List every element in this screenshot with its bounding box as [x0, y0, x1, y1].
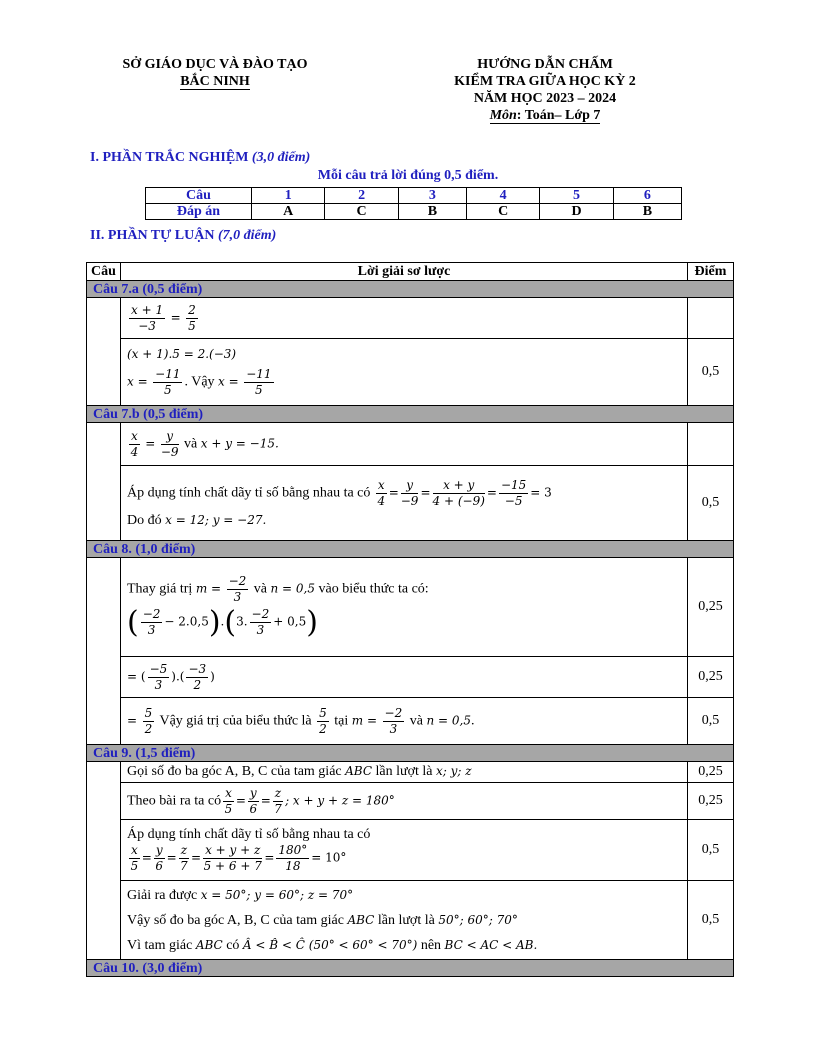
- subject: Môn: Toán– Lớp 7: [489, 108, 601, 123]
- col-solution: Lời giải sơ lược: [121, 263, 688, 281]
- part1-note: Mỗi câu trả lời đúng 0,5 điểm.: [317, 168, 499, 183]
- answer: D: [540, 204, 613, 220]
- q9-score1: 0,25: [688, 762, 734, 783]
- answer: B: [613, 204, 681, 220]
- q7b-line2: Áp dụng tính chất dãy tỉ số bằng nhau ta có $\frac{x}{4}$ = $\frac{y}{-9}$ = $\frac{x + y}{4 + (-9)}$ = $\frac{-15}{-5}$ = 3 Do đó x = 12; y = −27.: [121, 466, 688, 541]
- part1-title: I. PHẦN TRẮC NGHIỆM (3,0 điểm): [90, 150, 311, 165]
- q8-score2: 0,25: [688, 657, 734, 698]
- q7b-band: Câu 7.b (0,5 điểm): [87, 406, 734, 423]
- part2-title: II. PHẦN TỰ LUẬN (7,0 điểm): [90, 228, 277, 243]
- q10-band: Câu 10. (3,0 điểm): [87, 960, 734, 977]
- q7b-score: 0,5: [688, 466, 734, 541]
- q-num: 2: [325, 188, 398, 204]
- header-left: [95, 56, 335, 90]
- department-name: SỞ GIÁO DỤC VÀ ĐÀO TẠO: [122, 57, 308, 72]
- q7a-band: Câu 7.a (0,5 điểm): [87, 281, 734, 298]
- answer-table: [145, 187, 682, 220]
- answer: A: [252, 204, 325, 220]
- answer: B: [398, 204, 466, 220]
- col-points: Điểm: [688, 263, 734, 281]
- q-num: 4: [466, 188, 539, 204]
- q7a-line1: $\frac{x + 1}{-3}$ = $\frac{2}{5}$: [121, 298, 688, 339]
- province-name: BẮC NINH: [180, 74, 250, 89]
- q9-line5: Giải ra được x = 50°; y = 60°; z = 70° Vậy số đo ba góc A, B, C của tam giác ABC lần lượt là 50°; 60°; 70° Vì tam giác ABC có Â < B̂ < Ĉ (50° < 60° < 70°) nên BC < AC < AB.: [121, 881, 688, 960]
- q-num: 1: [252, 188, 325, 204]
- solution-table: [86, 262, 734, 977]
- q7a-line2: (x + 1).5 = 2.(−3) x = $\frac{-11}{5}$ . Vậy x = $\frac{-11}{5}$: [121, 339, 688, 406]
- q8-line4: = $\frac{5}{2}$ Vậy giá trị của biểu thức là $\frac{5}{2}$ tại m = $\frac{-2}{3}$ và n = 0,5.: [121, 698, 688, 745]
- q8-line3: = ( $\frac{-5}{3}$ ).( $\frac{-3}{2}$ ): [121, 657, 688, 698]
- q9-line2: Theo bài ra ta có $\frac{x}{5}$ = $\frac{y}{6}$ = $\frac{z}{7}$ ; x + y + z = 180°: [121, 783, 688, 820]
- q9-line3: Áp dụng tính chất dãy tỉ số bằng nhau ta có $\frac{x}{5}$ = $\frac{y}{6}$ = $\frac{z}{7}$ = $\frac{x + y + z}{5 + 6 + 7}$ = $\frac{180^\circ}{18}$ = 10°: [121, 820, 688, 881]
- q8-score3: 0,5: [688, 698, 734, 745]
- q9-line1: Gọi số đo ba góc A, B, C của tam giác ABC lần lượt là x; y; z: [121, 762, 688, 783]
- col-question: Câu: [87, 263, 121, 281]
- q-label: Câu: [146, 188, 252, 204]
- q7b-line1: $\frac{x}{4}$ = $\frac{y}{-9}$ và x + y = −15.: [121, 423, 688, 466]
- q9-score3: 0,5: [688, 820, 734, 881]
- answer: C: [466, 204, 539, 220]
- school-year: NĂM HỌC 2023 – 2024: [473, 91, 617, 106]
- doc-title: HƯỚNG DẪN CHẤM: [477, 57, 613, 72]
- q9-score4: 0,5: [688, 881, 734, 960]
- q9-score2: 0,25: [688, 783, 734, 820]
- answer: C: [325, 204, 398, 220]
- q-num: 3: [398, 188, 466, 204]
- q-num: 6: [613, 188, 681, 204]
- q8-band: Câu 8. (1,0 điểm): [87, 541, 734, 558]
- q-num: 5: [540, 188, 613, 204]
- q9-band: Câu 9. (1,5 điểm): [87, 745, 734, 762]
- q8-line1: Thay giá trị m = $\frac{-2}{3}$ và n = 0,5 vào biểu thức ta có: ( $\frac{-2}{3}$ − 2.0,5).(3. $\frac{-2}{3}$ + 0,5): [121, 558, 688, 657]
- exam-title: KIỂM TRA GIỮA HỌC KỲ 2: [454, 74, 636, 89]
- q7a-score: 0,5: [688, 339, 734, 406]
- a-label: Đáp án: [146, 204, 252, 220]
- q8-score1: 0,25: [688, 558, 734, 657]
- header-right: [400, 56, 690, 124]
